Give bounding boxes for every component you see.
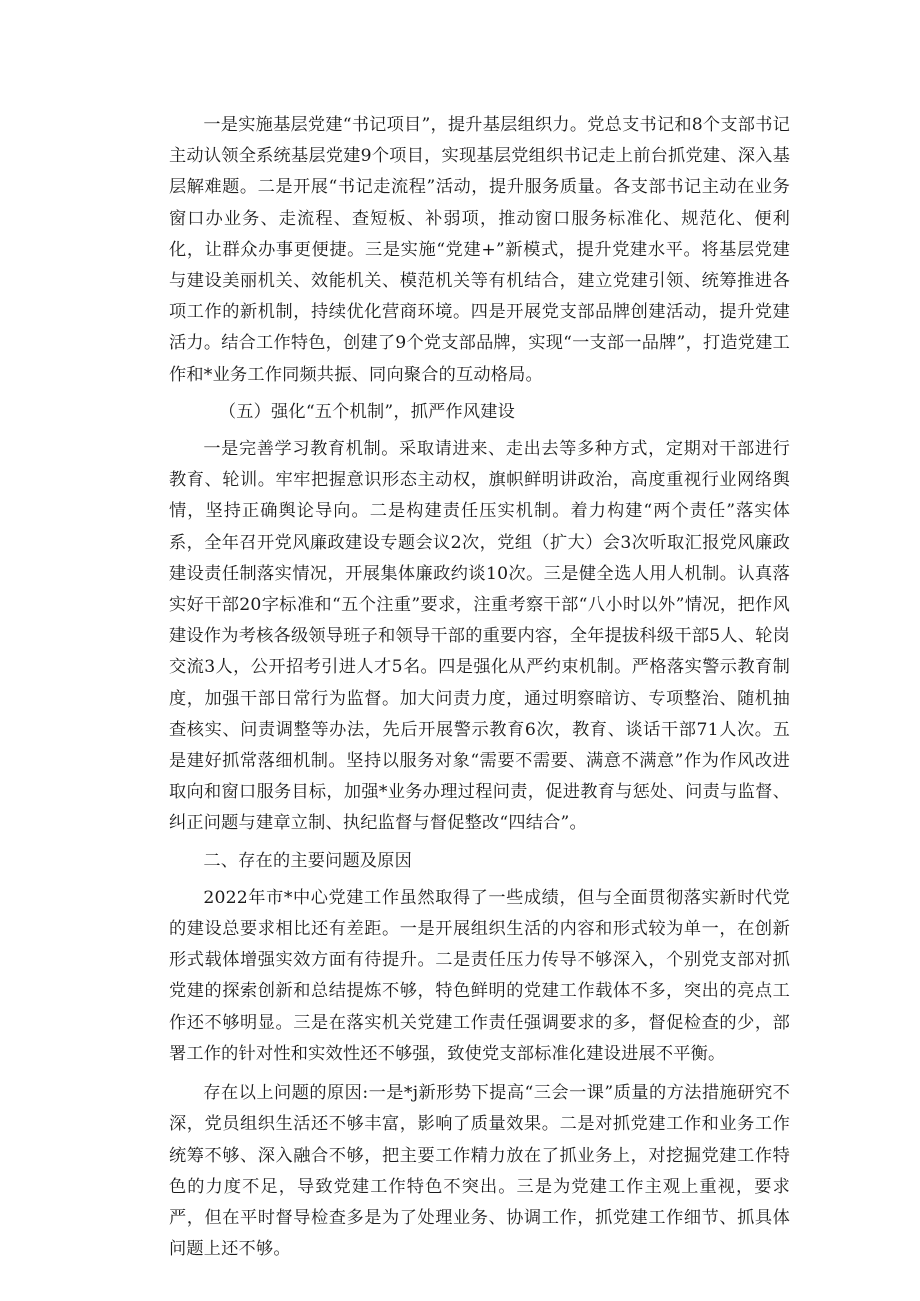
section-heading-problems: 二、存在的主要问题及原因: [203, 850, 413, 871]
paragraph-problems: 2022年市*中心党建工作虽然取得了一些成绩，但与全面贯彻落实新时代党的建设总要求相比还有差距。一是开展组织生活的内容和形式较为单一，在创新形式载体增强实效方面有待提升。二是责任压力传导不够深入，个别党支部对抓党建的探索创新和总结提炼不够，特色鲜明的党建工作载体不多，突出的亮点工作还不够明显。三是在落实机关党建工作责任强调要求的多，督促检查的少，部署工作的针对性和实效性还不够强，致使党支部标准化建设进展不平衡。: [169, 887, 790, 1064]
paragraph-party-building-measures: 一是实施基层党建“书记项目”，提升基层组织力。党总支书记和8个支部书记主动认领全系统基层党建9个项目，实现基层党组织书记走上前台抓党建、深入基层解难题。二是开展“书记走流程”活动，提升服务质量。各支部书记主动在业务窗口办业务、走流程、查短板、补弱项，推动窗口服务标准化、规范化、便利化，让群众办事更便捷。三是实施“党建+”新模式，提升党建水平。将基层党建与建设美丽机关、效能机关、模范机关等有机结合，建立党建引领、统筹推进各项工作的新机制，持续优化营商环境。四是开展党支部品牌创建活动，提升党建活力。结合工作特色，创建了9个党支部品牌，实现“一支部一品牌”，打造党建工作和*业务工作同频共振、同向聚合的互动格局。: [169, 115, 790, 385]
paragraph-causes: 存在以上问题的原因:一是*j新形势下提高“三会一课”质量的方法措施研究不深，党员组织生活还不够丰富，影响了质量效果。二是对抓党建工作和业务工作统筹不够、深入融合不够，把主要工作精力放在了抓业务上，对挖掘党建工作特色的力度不足，导致党建工作特色不突出。三是为党建工作主观上重视，要求严，但在平时督导检查多是为了处理业务、协调工作，抓党建工作细节、抓具体问题上还不够。: [169, 1083, 790, 1260]
subheading-five-mechanisms: （五）强化“五个机制”，抓严作风建设: [218, 401, 516, 422]
paragraph-five-mechanisms: 一是完善学习教育机制。采取请进来、走出去等多种方式，定期对干部进行教育、轮训。牢牢把握意识形态主动权，旗帜鲜明讲政治，高度重视行业网络舆情，坚持正确舆论导向。二是构建责任压实机制。着力构建“两个责任”落实体系，全年召开党风廉政建设专题会议2次，党组（扩大）会3次听取汇报党风廉政建设责任制落实情况，开展集体廉政约谈10次。三是健全选人用人机制。认真落实好干部20字标准和“五个注重”要求，注重考察干部“八小时以外”情况，把作风建设作为考核各级领导班子和领导干部的重要内容，全年提拔科级干部5人、轮岗交流3人，公开招考引进人才5名。四是强化从严约束机制。严格落实警示教育制度，加强干部日常行为监督。加大问责力度，通过明察暗访、专项整治、随机抽查核实、问责调整等办法，先后开展警示教育6次，教育、谈话干部71人次。五是建好抓常落细机制。坚持以服务对象“需要不需要、满意不满意”作为作风改进取向和窗口服务目标，加强*业务办理过程问责，促进教育与惩处、问责与监督、纠正问题与建章立制、执纪监督与督促整改“四结合”。: [169, 439, 790, 834]
document-body: [169, 110, 790, 1265]
